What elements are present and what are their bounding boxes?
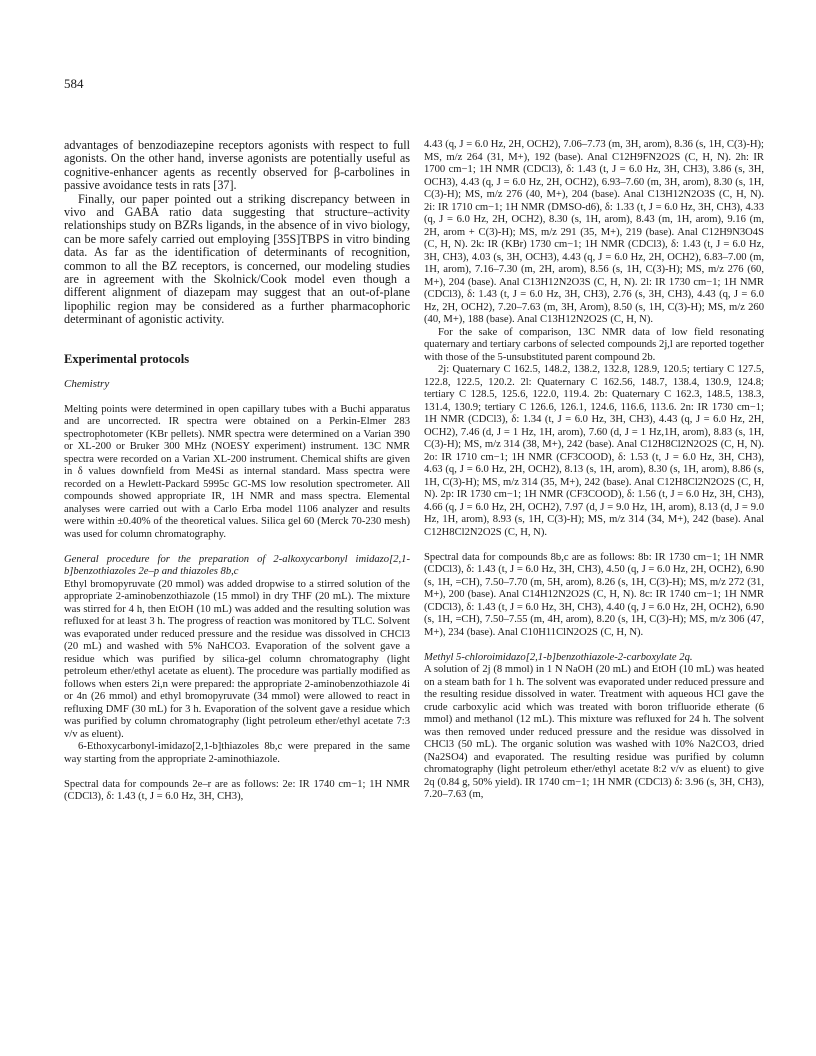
c13-data-paragraph: 2j: Quaternary C 162.5, 148.2, 138.2, 132.8, 128.9, 120.5; tertiary C 127.5, 122.8, 122.5, 120.2. 2l: Quaternary C 162.56, 148.7, 138.4, 130.9, 124.8; tertiary C 128.5, 125.6, 122.0, 119.4. 2b: Quaternary C 162.3, 148.5, 138.3, 131.4, 130.9; tertiary C 126.6, 126.1, 124.6, 116.6, 113.6. 2n: IR 1730 cm−1; 1H NMR (CDCl3), δ: 1.34 (t, J = 6.0 Hz, 3H, CH3), 4.43 (q, J = 6.0 Hz, 2H, OCH2), 7.46 (d, J = 1 Hz, 1H, arom), 7.60 (d, J = 1 Hz,1H, arom), 8.83 (s, 1H, C(3)-H); MS, m/z 314 (38, M+), 242 (base). Anal C12H8Cl2N2O2S (C, H, N). 2o: IR 1710 cm−1; 1H NMR (CF3COOD), δ: 1.53 (t, J = 6.0 Hz, 3H, CH3), 4.63 (q, J = 6.0 Hz, 2H, OCH2), 8.13 (s, 1H, arom), 8.30 (s, 1H, arom), 8.86 (s, 1H, C(3)-H); MS, m/z 314 (35, M+), 242 (base). Anal C12H8Cl2N2O2S (C, H, N). 2p: IR 1730 cm−1; 1H NMR (CF3COOD), δ: 1.56 (t, J = 6.0 Hz, 3H, CH3), 4.66 (q, J = 6.0 Hz, 2H, OCH2), 7.97 (d, J = 9.0 Hz, 1H, arom), 8.13 (d, J = 9.0 Hz, 1H, arom), 8.93 (s, 1H, C(3)-H); MS, m/z 314 (34, M+), 242 (base). Anal C12H8Cl2N2O2S (C, H, N). bbox=[424, 364, 764, 538]
procedure-heading: General procedure for the preparation of 2-alkoxycarbonyl imidazo[2,1-b]benzothiazoles 2e–p and thiazoles 8b,c bbox=[64, 553, 410, 578]
procedure-paragraph-1: Ethyl bromopyruvate (20 mmol) was added dropwise to a stirred solution of the appropriate 2-aminobenzothiazole (15 mmol) in dry THF (20 mL). The mixture was stirred for 4 h, then EtOH (10 mL) was added and the resulting solution was refluxed for at least 3 h. The progress of reaction was monitored by TLC. Solvent was evaporated under reduced pressure and the residue was dissolved in CHCl3 (20 mL) and washed with 5% NaHCO3. Evaporation of the solvent gave a residue which was purified by silica-gel column chromatography (light petroleum ether/ethyl acetate as eluent). The procedure was partially modified as follows when esters 2i,n were prepared: the appropriate 2-aminobenzothiazole 4i or 4n (26 mmol) and ethyl bromopyruvate (34 mmol) were allowed to react in refluxing DMF (30 mL) for 3 h. Evaporation of the solvent gave a residue which was purified by column chromatography (light petroleum ether/ethyl acetate 7:3 v/v as eluent). bbox=[64, 578, 410, 740]
procedure-paragraph-2: 6-Ethoxycarbonyl-imidazo[2,1-b]thiazoles 8b,c were prepared in the same way starting from the appropriate 2-aminothiazole. bbox=[64, 741, 410, 765]
spectral-data-8b-c: Spectral data for compounds 8b,c are as follows: 8b: IR 1730 cm−1; 1H NMR (CDCl3), δ: 1.43 (t, J = 6.0 Hz, 3H, CH3), 4.50 (q, J = 6.0 Hz, 2H, OCH2), 6.90 (s, 1H, =CH), 7.50–7.70 (m, 5H, arom), 8.26 (s, 1H, C(3)-H); MS, m/z 272 (31, M+), 200 (base). Anal C14H12N2O2S (C, H, N). 8c: IR 1740 cm−1; 1H NMR (CDCl3), δ: 1.43 (t, J = 6.0 Hz, 3H, CH3), 4.40 (q, J = 6.0 Hz, 2H, OCH2), 6.90 (s, 1H, =CH), 7.50–7.55 (m, 4H, arom), 8.20 (s, 1H, C(3)-H); MS, m/z 306 (47, M+), 234 (base). Anal C10H11ClN2O2S (C, H, N). bbox=[424, 551, 764, 638]
section-heading-experimental: Experimental protocols bbox=[64, 351, 190, 366]
intro-paragraph-2: Finally, our paper pointed out a striking discrepancy between in vivo and GABA ratio data suggesting that structure–activity relationships study on BZRs ligands, in the absence of in vivo biology, can be more safely carried out employing [35S]TBPS in vitro binding data. As far as the identification of determinants of recognition, common to all the BZ receptors, is concerned, our modeling studies are in agreement with the Skolnick/Cook model even though a different alignment of diazepam may suggest that an out-of-plane lipophilic region may be considered as a further pharmacophoric determinant of agonistic activity. bbox=[64, 191, 410, 327]
subsection-heading-chemistry: Chemistry bbox=[64, 378, 110, 391]
methyl-ester-heading: Methyl 5-chloroimidazo[2,1-b]benzothiazole-2-carboxylate 2q. bbox=[424, 651, 693, 663]
methyl-ester-procedure: A solution of 2j (8 mmol) in 1 N NaOH (20 mL) and EtOH (10 mL) was heated on a steam bath for 1 h. The solvent was evaporated under reduced pressure and the resulting residue dissolved in water. Treatment with aqueous HCl gave the crude carboxylic acid which was treated with boron trifluoride etherate (6 mmol) and methanol (12 mL). This mixture was refluxed for 24 h. The solvent was then removed under reduced pressure and the residue was dissolved in CHCl3 (50 mL). The organic solution was washed with 10% Na2CO3, dried (Na2SO4) and evaporated. The resulting residue was purified by column chromatography (light petroleum ether/ethyl acetate 8:2 v/v as eluent) to give 2q (0.84 g, 50% yield). IR 1740 cm−1; 1H NMR (CDCl3) δ: 3.96 (s, 3H, CH3), 7.20–7.63 (m, bbox=[424, 664, 764, 800]
left-column bbox=[64, 139, 410, 804]
spectral-data-2e-r-start: Spectral data for compounds 2e–r are as follows: 2e: IR 1740 cm−1; 1H NMR (CDCl3), δ: 1.43 (t, J = 6.0 Hz, 3H, CH3), bbox=[64, 778, 410, 803]
spectral-data-2e-r-continued: 4.43 (q, J = 6.0 Hz, 2H, OCH2), 7.06–7.73 (m, 3H, arom), 8.36 (s, 1H, C(3)-H); MS, m/z 264 (31, M+), 192 (base). Anal C12H9FN2O2S (C, H, N). 2h: IR 1700 cm−1; 1H NMR (CDCl3), δ: 1.43 (t, J = 6.0 Hz, 3H, CH3), 3.86 (s, 3H, OCH3), 4.43 (q, J = 6.0 Hz, 2H, OCH2), 6.93–7.60 (m, 3H, arom), 8.30 (s, 1H, C(3)-H); MS, m/z 276 (40, M+), 204 (base). Anal C13H12N2O3S (C, H, N). 2i: IR 1710 cm−1; 1H NMR (DMSO-d6), δ: 1.33 (t, J = 6.0 Hz, 3H, CH3), 4.33 (q, J = 6.0 Hz, 2H, OCH2), 8.30 (s, 1H, arom), 8.43 (m, 1H, arom), 9.16 (m, 2H, arom + C(3)-H); MS, m/z 291 (35, M+), 219 (base). Anal C12H9N3O4S (C, H, N). 2k: IR (KBr) 1730 cm−1; 1H NMR (CDCl3), δ: 1.43 (t, J = 6.0 Hz, 3H, CH3), 4.03 (s, 3H, OCH3), 4.43 (q, J = 6.0 Hz, 2H, OCH2), 6.83–7.00 (m, 1H, arom), 7.16–7.30 (m, 2H, arom), 8.56 (s, 1H, C(3)-H); MS, m/z 276 (60, M+), 204 (base). Anal C13H12N2O3S (C, H, N). 2l: IR 1730 cm−1; 1H NMR (CDCl3), δ: 1.43 (t, J = 6.0 Hz, 3H, CH3), 2.76 (s, 3H, CH3), 4.43 (q, J = 6.0 Hz, 2H, OCH2), 7.20–7.63 (m, 3H, Arom), 8.50 (s, 1H, C(3)-H); MS, m/z 260 (40, M+), 188 (base). Anal C13H12N2O2S (C, H, N). bbox=[424, 139, 764, 325]
chemistry-paragraph: Melting points were determined in open capillary tubes with a Buchi apparatus and are uncorrected. IR spectra were obtained on a Perkin-Elmer 283 spectrophotometer (KBr pellets). NMR spectra were determined on a Varian 390 or XL-200 or Bruker 300 MHz (NOESY experiment) instrument. 13C NMR spectra were recorded on a Varian XL-200 instrument. Chemical shifts are given in δ values downfield from Me4Si as internal standard. Mass spectra were recorded on a Hewlett-Packard 5995c GC-MS low resolution spectrometer. All compounds showed appropriate IR, 1H NMR and mass spectra. Elemental analyses were carried out with a Carlo Erba model 1106 analyzer and results were within ±0.40% of the theoretical values. Silica gel 60 (Merck 70-230 mesh) was used for column chromatography. bbox=[64, 403, 410, 540]
page-number: 584 bbox=[64, 76, 84, 91]
right-column bbox=[424, 139, 764, 802]
c13-intro-paragraph: For the sake of comparison, 13C NMR data of low field resonating quaternary and tertiary carbons of selected compounds 2j,l are reported together with those of the 5-unsubstituted parent compound 2b. bbox=[424, 326, 764, 363]
intro-paragraph-1: advantages of benzodiazepine receptors agonists with respect to full agonists. On the other hand, inverse agonists are potentially useful as cognitive-enhancer agents as recently observed for β-carbolines in passive avoidance tests in rats [37]. bbox=[64, 138, 410, 193]
